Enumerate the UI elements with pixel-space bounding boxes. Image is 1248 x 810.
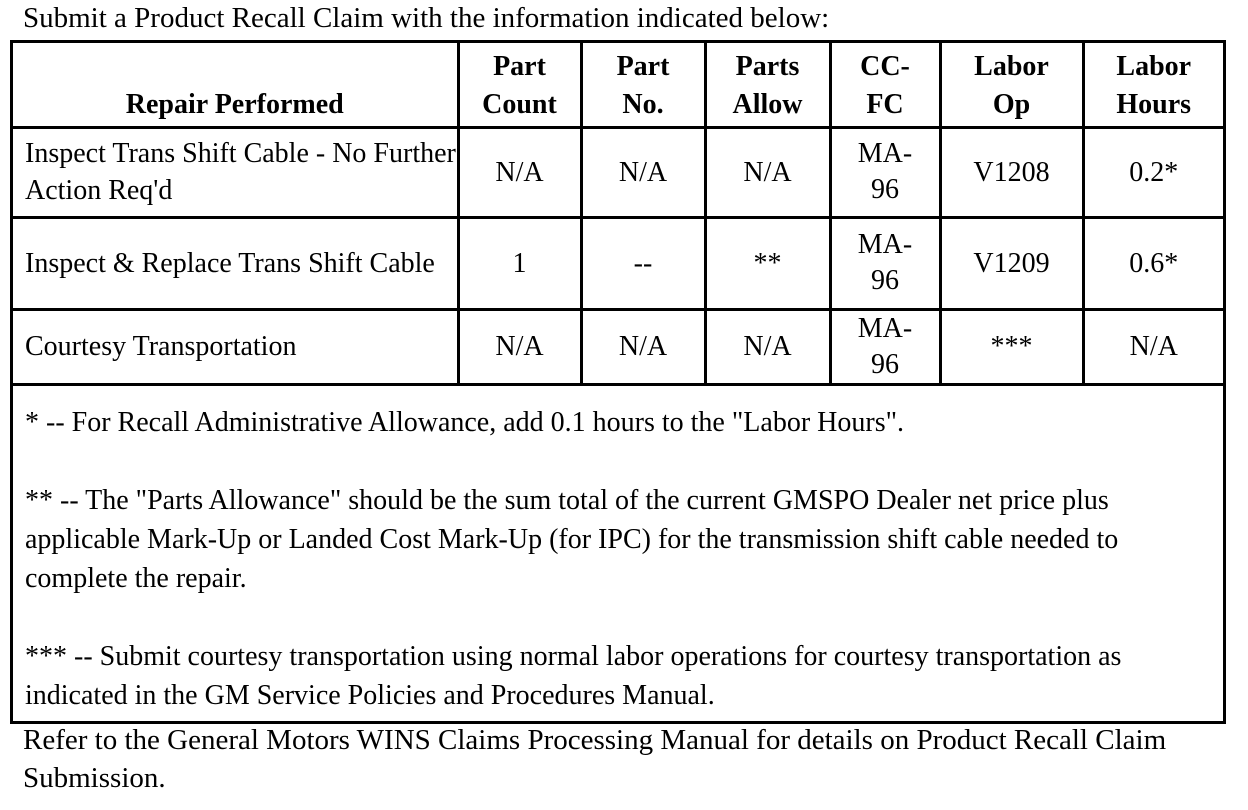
cell-parts-allow: N/A — [705, 309, 830, 384]
header-parts-allow: Parts Allow — [705, 43, 830, 127]
header-labor-hours: Labor Hours — [1083, 43, 1223, 127]
cell-part-no: N/A — [581, 309, 705, 384]
intro-text: Submit a Product Recall Claim with the information indicated below: — [23, 2, 830, 34]
cell-part-count: 1 — [458, 217, 581, 309]
table-row — [13, 127, 1223, 217]
cell-repair-performed: Inspect & Replace Trans Shift Cable — [13, 217, 458, 309]
cell-labor-hours: 0.2* — [1083, 127, 1223, 217]
cell-part-count: N/A — [458, 309, 581, 384]
table-row — [13, 309, 1223, 384]
footnote-courtesy-transportation: *** -- Submit courtesy transportation using normal labor operations for courtesy transportation as indicated in the GM Service Policies and Procedures Manual. — [25, 640, 1122, 711]
header-repair-performed: Repair Performed — [13, 43, 458, 127]
outro-text: Refer to the General Motors WINS Claims Processing Manual for details on Product Recall Claim Submission. — [23, 724, 1167, 794]
recall-claim-table — [10, 40, 1226, 724]
cell-labor-op: V1209 — [940, 217, 1083, 309]
cell-parts-allow: ** — [705, 217, 830, 309]
footnote-parts-allowance: ** -- The "Parts Allowance" should be the sum total of the current GMSPO Dealer net price plus applicable Mark-Up or Landed Cost Mark-Up (for IPC) for the transmission shift cable needed to complete the repair. — [25, 484, 1119, 594]
cell-parts-allow: N/A — [705, 127, 830, 217]
header-labor-op: Labor Op — [940, 43, 1083, 127]
footnotes — [13, 386, 1223, 721]
cell-cc-fc: MA- 96 — [830, 217, 940, 309]
cell-part-no: -- — [581, 217, 705, 309]
cell-part-count: N/A — [458, 127, 581, 217]
cell-labor-op: V1208 — [940, 127, 1083, 217]
footnote-labor-hours: * -- For Recall Administrative Allowance, add 0.1 hours to the "Labor Hours". — [25, 406, 905, 438]
cell-labor-op: *** — [940, 309, 1083, 384]
table-header-row — [13, 43, 1223, 127]
header-part-count: Part Count — [458, 43, 581, 127]
cell-cc-fc: MA- 96 — [830, 127, 940, 217]
cell-repair-performed: Courtesy Transportation — [13, 309, 458, 384]
cell-labor-hours: 0.6* — [1083, 217, 1223, 309]
cell-cc-fc: MA- 96 — [830, 309, 940, 384]
cell-repair-performed: Inspect Trans Shift Cable - No Further Action Req'd — [13, 127, 458, 217]
header-part-no: Part No. — [581, 43, 705, 127]
cell-part-no: N/A — [581, 127, 705, 217]
header-cc-fc: CC- FC — [830, 43, 940, 127]
cell-labor-hours: N/A — [1083, 309, 1223, 384]
table-row — [13, 217, 1223, 309]
